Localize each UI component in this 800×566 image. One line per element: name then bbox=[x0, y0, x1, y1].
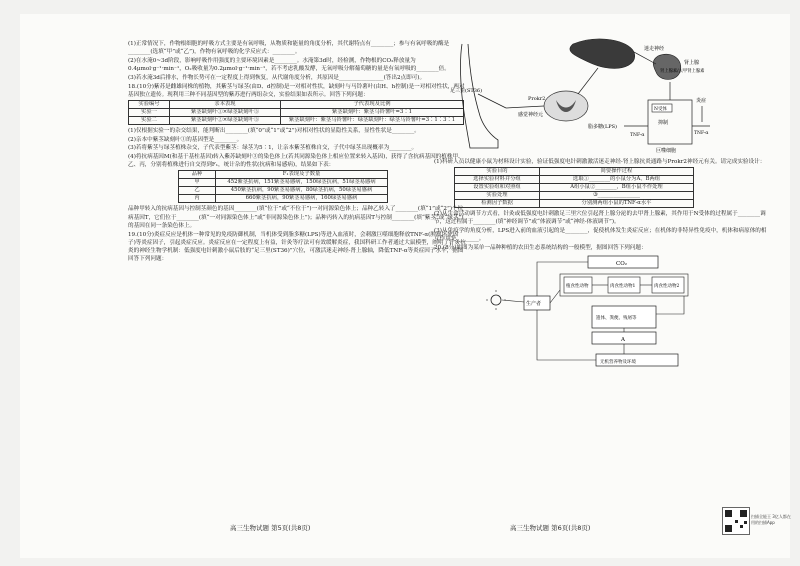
carn2-label: 肉食性动物2 bbox=[654, 284, 680, 290]
q19-intro: 19.(10分)炎症反应是机体一种常见的免疫防御机制，当机体受到脂多糖(LPS)等进入血液时，会刺激巨噬细胞释放TNF-α(肿瘤坏死因子)等炎症因子，引起炎症反应。炎症反应在一定程度上有益，针灸等疗法可有效缓解炎症，我国科研工作者通过大鼠模型，阐明了针灸抗炎的神经生物学机制：低强度电针刺激小鼠后肢的“足三里(ST36)”穴位，可激活迷走神经-肾上腺轴，降低TNF-α等炎症因子水平，据图回答下列问题： bbox=[128, 231, 466, 263]
table3-cell: A组小鼠②________，B组小鼠不作处理 bbox=[540, 184, 694, 192]
label-inflam: 炎症 bbox=[696, 98, 707, 104]
producer-label: 生产者 bbox=[526, 301, 542, 308]
page-footer-left: 高三生物试题 第5页(共8页) bbox=[230, 524, 311, 532]
label-tnf-out: TNF-α bbox=[694, 131, 709, 136]
exam-sheet bbox=[20, 14, 790, 558]
label-inhibit: 抑制 bbox=[658, 120, 669, 126]
q17-part1: (1)正常情况下，作物根细胞的呼吸方式主要是有氧呼吸，从物质和能量的角度分析，其代谢特点有________；参与有氧呼吸的酶是________(选填“甲”或“乙”)，作物有氧呼吸的化学反应式：________。 bbox=[128, 41, 450, 56]
brain-stem bbox=[570, 39, 635, 68]
table1-cell: 紫茎缺刻叶②×绿茎缺刻叶③ bbox=[170, 116, 281, 124]
q19-part2: (2)从生命活动调节方式看，针灸或低强度电针刺激足三里穴位引起肾上腺分泌的去甲肾上腺素，其作用于N受体的过程属于________调节，这过程属于________(填“神经调节”或“体液调节”或“神经-体液调节”)。 bbox=[434, 211, 766, 226]
table2-cell: 450紫茎抗病，90紫茎易感病，80绿茎抗病，50绿茎易感病 bbox=[216, 187, 388, 195]
label-lps: 脂多糖(LPS) bbox=[588, 124, 618, 130]
herbivore-label: 植食性动物 bbox=[566, 284, 589, 290]
co2-label: CO₂ bbox=[616, 261, 627, 268]
table1-header: 亲本表现 bbox=[170, 100, 281, 108]
q20-intro: 20.(8分)如图为某单一品种种植的农田生态系统结构的一般模型，据图回答下列问题： bbox=[434, 245, 647, 252]
table1-cell: 紫茎缺刻叶①×绿茎缺刻叶③ bbox=[170, 108, 281, 116]
label-st36: 足三里(ST36) bbox=[450, 88, 483, 94]
qr-code-icon bbox=[722, 507, 750, 535]
label-prokr2: Prokr2 bbox=[528, 96, 546, 102]
env-label: 无机营养物及环境 bbox=[600, 360, 636, 366]
label-tnf-in: TNF-α bbox=[630, 133, 645, 138]
q18-tail: 品种甲转入的抗病基因与控制茎颜色的基因________(填“位于”或“不位于”)一对同源染色体上；品种乙转入了________(填“1”或“2”)个抗病基因T，它们位于________(填“一对同源染色体上”或“非同源染色体上”)；品种丙转入的抗病基因T与控制________(填“紫茎”或“绿茎”)的基因在同一条染色体上。 bbox=[128, 206, 464, 229]
q18-part2: (2)亲本中紫茎缺刻叶①的基因型是________。 bbox=[128, 136, 243, 143]
qr-pattern bbox=[723, 508, 749, 534]
label-vagus: 迷走神经 bbox=[644, 46, 665, 52]
table2-cell: 甲 bbox=[179, 179, 216, 187]
decomp-label: 遗体、粪便、残屑等 bbox=[596, 316, 637, 322]
ascending-line bbox=[578, 68, 598, 94]
q18-part1: (1)仅根据实验一的杂交结果，能判断出________(填“0”或“1”或“2”)对相对性状的显隐性关系，显性性状是________。 bbox=[128, 127, 420, 134]
table3-cell: 检测因子数据 bbox=[455, 200, 540, 208]
table2-header: F₁表现及子数量 bbox=[216, 171, 388, 179]
q17-part3: (3)若水淹3d后排水，作物长势可在一定程度上得到恢复，从代谢角度分析，其原因是________________(答出2点即可)。 bbox=[128, 74, 426, 81]
scanner-watermark: 扫描全能王 3亿人都在用的扫描App bbox=[751, 514, 791, 525]
table1-cell: 实验二 bbox=[129, 116, 170, 124]
label-adrenal: 肾上腺 bbox=[684, 60, 700, 66]
needle bbox=[478, 94, 506, 108]
label-adrenal-sub: 肾上腺素/去甲肾上腺素 bbox=[660, 69, 705, 74]
left-column bbox=[128, 40, 466, 264]
table3-cell: 选取①________的小鼠分为A、B两组 bbox=[540, 176, 694, 184]
spinal-cord-section bbox=[544, 91, 588, 121]
table1-cell: 实验一 bbox=[129, 108, 170, 116]
q18-intro: 18.(10分)紫苏是雌雄同株的植物，其紫茎与绿茎(由D、d控制)是一对相对性状，缺刻叶与马铃薯叶(由H、h控制)是一对相对性状，两对基因独立遗传。现利用三种不同基因型的紫苏进行两组杂交，实验结果如表所示。回答下列问题： bbox=[128, 83, 465, 98]
page-footer-right: 高三生物试题 第6页(共8页) bbox=[510, 524, 591, 532]
table3-header: 实验目的 bbox=[455, 168, 540, 176]
table2-cell: 452紫茎抗病，151紫茎易感病，150绿茎抗病，51绿茎易感病 bbox=[216, 179, 388, 187]
vagus-line bbox=[634, 52, 656, 64]
table3-cell: 选择实验材料并分组 bbox=[455, 176, 540, 184]
ecosystem-diagram bbox=[484, 254, 724, 374]
table3-cell: ③________________ bbox=[540, 192, 694, 200]
acupuncture-pathway-figure bbox=[448, 36, 718, 158]
adrenal-gland bbox=[653, 54, 681, 79]
leg-outline bbox=[461, 44, 499, 148]
q19-part3: (3)从免疫学的角度分析，LPS进入前的血液引起的是________，促使机体发生炎症反应；在机体的非特异性免疫中，机体和病原体的相互作用是________。 bbox=[434, 228, 767, 243]
table2-cell: 660紫茎抗病，90紫茎易感病，160绿茎易感病 bbox=[216, 195, 388, 203]
q17-part2: (2)在水淹0~3d阶段，影响呼吸作用强度的主要环境因素是________。水淹第3d时，经检测，作物根的CO₂释放量为0.4μmol·g⁻¹·min⁻¹，O₂吸收量为0.2μmol·g⁻¹·min⁻¹，若不考虑乳酸发酵，无氧呼吸分解葡萄糖的量是有氧呼吸的________倍。 bbox=[128, 57, 450, 73]
table1-header: 子代表现及比例 bbox=[281, 100, 464, 108]
table2-cell: 乙 bbox=[179, 187, 216, 195]
table1-header: 实验编号 bbox=[129, 100, 170, 108]
table1-cell: 紫茎缺刻叶：紫茎马铃薯叶=3∶1 bbox=[281, 108, 464, 116]
table3-cell: 分别测两组小鼠的TNF-α水平 bbox=[540, 200, 694, 208]
table-disease-resistance bbox=[178, 170, 388, 203]
right-column bbox=[434, 36, 772, 374]
sensory-nerve-line bbox=[506, 106, 544, 108]
q18-part4: (4)将抗病基因M(和基于基柱基因)转入紫苏缺刻叶③的染色体上(若其同源染色体上相应位置来转入基因)，获得了含抗病基因的植株甲、乙、丙，分别将植株进行自交得到F₁，统计杂的性状(抗病和易感病)，结果如下表： bbox=[128, 154, 464, 169]
table-cross-results bbox=[128, 100, 464, 125]
table2-cell: 丙 bbox=[179, 195, 216, 203]
sun-icon bbox=[491, 295, 501, 305]
table3-cell: 实验处理 bbox=[455, 192, 540, 200]
table1-cell: 紫茎缺刻叶：紫茎马铃薯叶：绿茎缺刻叶：绿茎马铃薯叶=3∶1∶3∶1 bbox=[281, 116, 464, 124]
a-label: A bbox=[621, 337, 625, 344]
table2-header: 品种 bbox=[179, 171, 216, 179]
q19-part1: (1)科研人员以健康小鼠为材料设计实验，验证低强度电针刺激激活迷走神经-肾上腺抗炎通路与Prokr2神经元有关。请完成实验设计： bbox=[434, 159, 766, 165]
table3-cell: 设置实验组和对照组 bbox=[455, 184, 540, 192]
table-experiment-design bbox=[454, 167, 694, 208]
carn1-label: 肉食性动物1 bbox=[610, 284, 636, 290]
q18-part3: (3)若将紫茎与绿茎植株杂交，子代表型紫茎：绿茎为5∶1，让亲本紫茎植株自交，子代中绿茎出现概率为________。 bbox=[128, 145, 418, 152]
label-n-receptor: N受体 bbox=[654, 107, 667, 112]
label-macrophage: 巨噬细胞 bbox=[656, 148, 677, 154]
label-sensory: 感觉神经元 bbox=[518, 112, 544, 118]
table3-header: 简要操作过程 bbox=[540, 168, 694, 176]
